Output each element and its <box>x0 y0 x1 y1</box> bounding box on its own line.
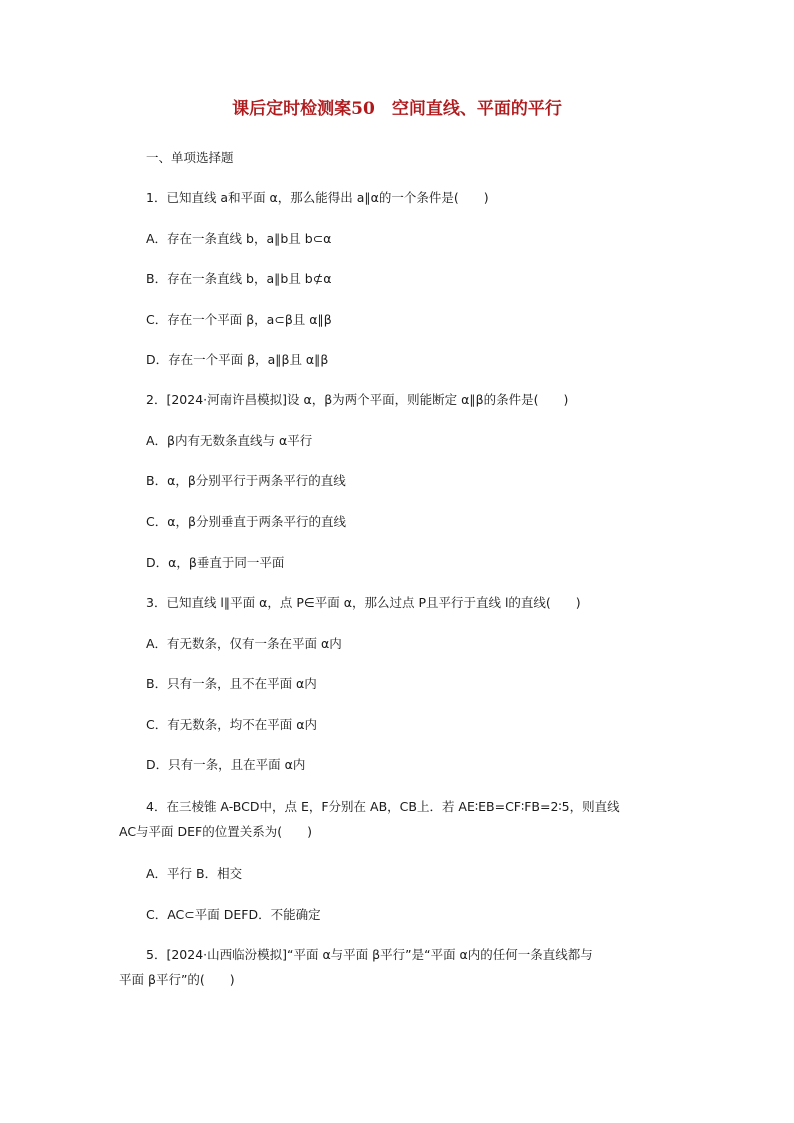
question-1-option-c: C．存在一个平面 β，a⊂β且 α∥β <box>146 312 332 327</box>
question-4-option-ab: A．平行 B．相交 <box>146 866 243 881</box>
question-4-option-cd: C．AC⊂平面 DEFD．不能确定 <box>146 907 321 922</box>
question-2-option-b: B．α，β分别平行于两条平行的直线 <box>146 473 346 488</box>
question-2-stem: 2．[2024·河南许昌模拟]设 α，β为两个平面，则能断定 α∥β的条件是( ) <box>146 392 569 407</box>
question-1-option-d: D．存在一个平面 β，a∥β且 α∥β <box>146 352 329 367</box>
question-5-stem-line-2: 平面 β平行”的( ) <box>119 972 235 987</box>
question-4-stem-line-1: 4．在三棱锥 A-BCD中，点 E，F分别在 AB，CB上．若 AE∶EB=CF∶FB=2∶5，则直线 <box>146 799 620 814</box>
question-3-stem: 3．已知直线 l∥平面 α，点 P∈平面 α，那么过点 P且平行于直线 l的直线( ) <box>146 595 581 610</box>
question-4-stem-line-2: AC与平面 DEF的位置关系为( ) <box>119 824 312 839</box>
question-3-option-d: D．只有一条，且在平面 α内 <box>146 757 306 772</box>
question-1-option-a: A．存在一条直线 b，a∥b且 b⊂α <box>146 231 332 246</box>
question-1-option-b: B．存在一条直线 b，a∥b且 b⊄α <box>146 271 332 286</box>
question-3-option-a: A．有无数条，仅有一条在平面 α内 <box>146 636 342 651</box>
question-1-stem: 1．已知直线 a和平面 α，那么能得出 a∥α的一个条件是( ) <box>146 190 489 205</box>
question-3-option-c: C．有无数条，均不在平面 α内 <box>146 717 317 732</box>
question-5-stem-line-1: 5．[2024·山西临汾模拟]“平面 α与平面 β平行”是“平面 α内的任何一条直线都与 <box>146 947 593 962</box>
question-2-option-a: A．β内有无数条直线与 α平行 <box>146 433 313 448</box>
question-2-option-c: C．α，β分别垂直于两条平行的直线 <box>146 514 346 529</box>
page-title: 课后定时检测案50 空间直线、平面的平行 <box>232 99 562 119</box>
question-3-option-b: B．只有一条，且不在平面 α内 <box>146 676 317 691</box>
section-heading: 一、单项选择题 <box>146 150 234 165</box>
question-2-option-d: D．α，β垂直于同一平面 <box>146 555 285 570</box>
